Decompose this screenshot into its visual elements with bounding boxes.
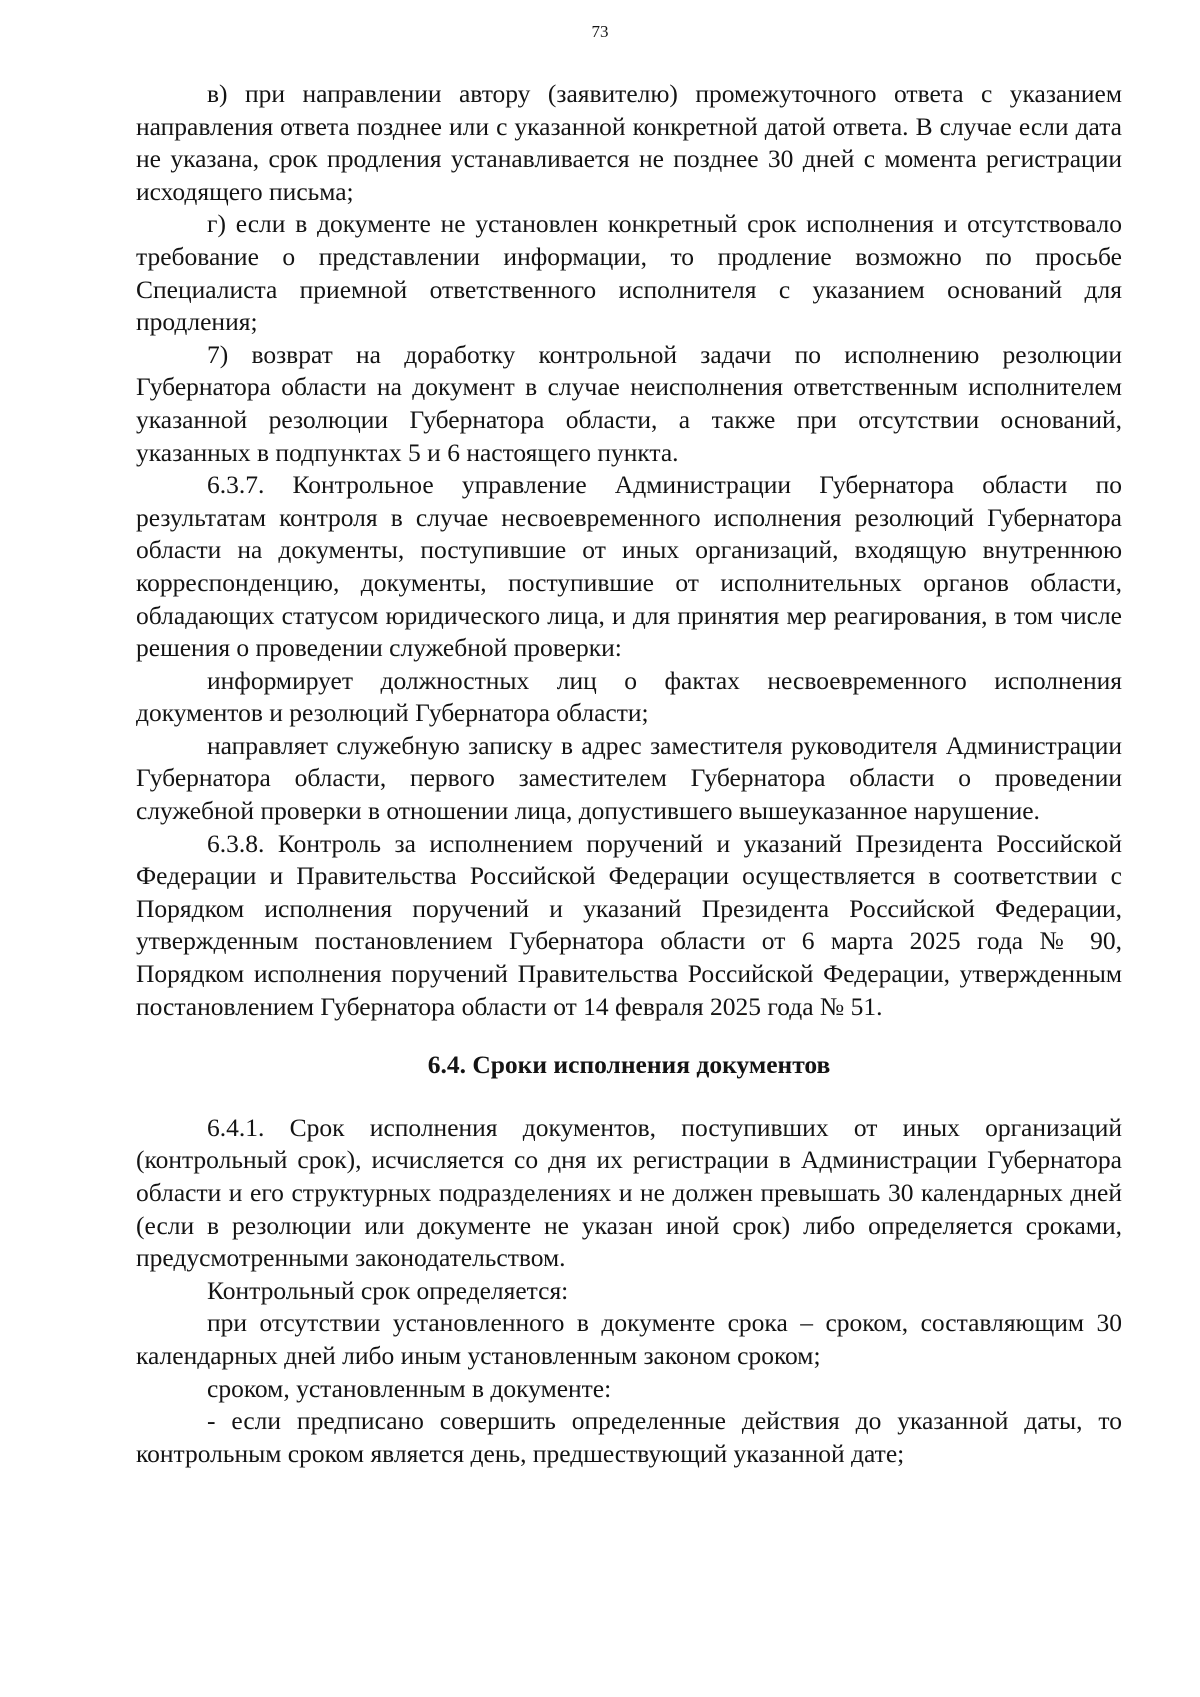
- paragraph-item-7: 7) возврат на доработку контрольной задачи по исполнению резолюции Губернатора области на документ в случае неисполнения ответственным исполнителем указанной резолюции Губернатора области, а также при отсутствии оснований, указанных в подпунктах 5 и 6 настоящего пункта.: [136, 339, 1122, 467]
- paragraph-sends-memo: направляет служебную записку в адрес заместителя руководителя Администрации Губернатора области, первого заместителем Губернатора области о проведении служебной проверки в отношении лица, допустившего вышеуказанное нарушение.: [136, 730, 1122, 826]
- section-heading-6-4: 6.4. Сроки исполнения документов: [427, 1050, 831, 1080]
- paragraph-item-g: г) если в документе не установлен конкретный срок исполнения и отсутствовало требование о представлении информации, то продление возможно по просьбе Специалиста приемной ответственного исполнителя с указанием оснований для продления;: [136, 209, 1122, 337]
- paragraph-term-in-document: сроком, установленным в документе:: [207, 1373, 612, 1403]
- paragraph-item-v: в) при направлении автору (заявителю) промежуточного ответа с указанием направления ответа позднее или с указанной конкретной датой ответа. В случае если дата не указана, срок продления устанавливается не позднее 30 дней с момента регистрации исходящего письма;: [136, 79, 1122, 206]
- paragraph-6-3-7: 6.3.7. Контрольное управление Администрации Губернатора области по результатам контроля в случае несвоевременного исполнения резолюций Губернатора области на документы, поступившие от иных организаций, входящую внутреннюю корреспонденцию, документы, поступившие от исполнительных органов области, обладающих статусом юридического лица, и для принятия мер реагирования, в том числе решения о проведении служебной проверки:: [136, 470, 1122, 663]
- paragraph-no-term: при отсутствии установленного в документе срока – сроком, составляющим 30 календарных дней либо иным установленным законом сроком;: [136, 1308, 1122, 1370]
- paragraph-informs: информирует должностных лиц о фактах несвоевременного исполнения документов и резолюций Губернатора области;: [136, 665, 1122, 728]
- paragraph-6-3-8: 6.3.8. Контроль за исполнением поручений и указаний Президента Российской Федерации и Правительства Российской Федерации осуществляется в соответствии с Порядком исполнения поручений и указаний Президента Российской Федерации, утвержденным постановлением Губернатора области от 6 марта 2025 года № 90, Порядком исполнения поручений Правительства Российской Федерации, утвержденным постановлением Губернатора области от 14 февраля 2025 года № 51.: [136, 828, 1122, 1021]
- paragraph-before-date: - если предписано совершить определенные действия до указанной даты, то контрольным сроком является день, предшествующий указанной дате;: [136, 1406, 1122, 1468]
- paragraph-6-4-1: 6.4.1. Срок исполнения документов, поступивших от иных организаций (контрольный срок), исчисляется со дня их регистрации в Администрации Губернатора области и его структурных подразделениях и не должен превышать 30 календарных дней (если в резолюции или документе не указан иной срок) либо определяется сроками, предусмотренными законодательством.: [136, 1112, 1122, 1273]
- document-body: [136, 78, 1122, 1470]
- page-number: 73: [591, 22, 609, 41]
- paragraph-control-term: Контрольный срок определяется:: [207, 1275, 569, 1305]
